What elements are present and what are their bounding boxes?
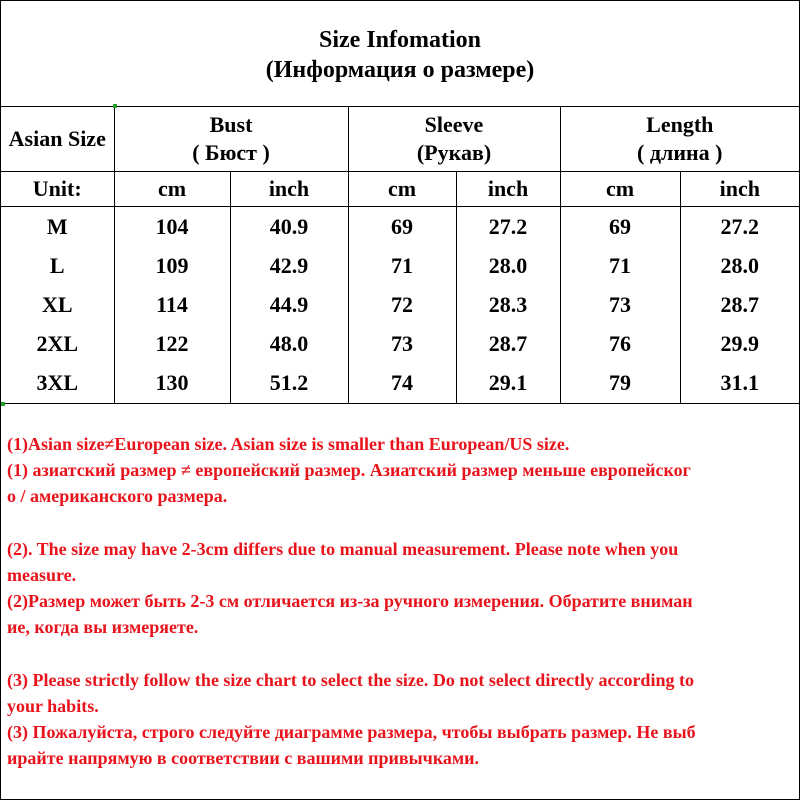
- unit-length-inch: inch: [680, 172, 799, 207]
- note-spacer: [7, 509, 797, 536]
- cell-size: 2XL: [1, 324, 114, 363]
- unit-bust-cm: cm: [114, 172, 230, 207]
- note-1-russian: (1) азиатский размер ≠ европейский размер. Азиатский размер меньше европейског: [7, 460, 691, 480]
- cell-size: M: [1, 207, 114, 247]
- table-row: [1, 363, 799, 404]
- unit-sleeve-inch: inch: [456, 172, 560, 207]
- header-asian-size: Asian Size: [1, 107, 114, 172]
- note-3-russian: (3) Пожалуйста, строго следуйте диаграмме размера, чтобы выбрать размер. Не выб: [7, 722, 696, 742]
- cell-length-inch: 28.7: [680, 285, 799, 324]
- header-sleeve: [348, 107, 560, 172]
- cell-length-cm: 69: [560, 207, 680, 247]
- notes-block: [7, 431, 797, 771]
- header-length: [560, 107, 799, 172]
- cell-length-inch: 31.1: [680, 363, 799, 404]
- cell-sleeve-cm: 71: [348, 246, 456, 285]
- header-bust: [114, 107, 348, 172]
- cell-sleeve-inch: 27.2: [456, 207, 560, 247]
- header-bust-label: Bust: [209, 112, 253, 137]
- header-bust-russian: ( Бюст ): [192, 140, 270, 165]
- table-row: [1, 246, 799, 285]
- header-length-label: Length: [646, 112, 714, 137]
- cell-sleeve-cm: 69: [348, 207, 456, 247]
- table-row: [1, 207, 799, 247]
- header-sleeve-russian: (Рукав): [416, 140, 492, 165]
- corner-marker: [1, 402, 5, 406]
- cell-length-inch: 28.0: [680, 246, 799, 285]
- cell-bust-inch: 40.9: [230, 207, 348, 247]
- cell-bust-inch: 44.9: [230, 285, 348, 324]
- cell-sleeve-inch: 28.7: [456, 324, 560, 363]
- cell-bust-cm: 104: [114, 207, 230, 247]
- cell-bust-cm: 122: [114, 324, 230, 363]
- cell-bust-cm: 130: [114, 363, 230, 404]
- cell-bust-inch: 51.2: [230, 363, 348, 404]
- table-row: [1, 324, 799, 363]
- corner-marker: [113, 104, 117, 108]
- unit-sleeve-cm: cm: [348, 172, 456, 207]
- note-1-russian-cont: о / американского размера.: [7, 486, 228, 506]
- unit-bust-inch: inch: [230, 172, 348, 207]
- cell-length-cm: 76: [560, 324, 680, 363]
- cell-bust-cm: 109: [114, 246, 230, 285]
- header-sleeve-label: Sleeve: [424, 112, 484, 137]
- note-2-russian: (2)Размер может быть 2-3 см отличается из-за ручного измерения. Обратите вниман: [7, 591, 693, 611]
- cell-sleeve-cm: 72: [348, 285, 456, 324]
- cell-size: XL: [1, 285, 114, 324]
- cell-size: L: [1, 246, 114, 285]
- cell-length-cm: 79: [560, 363, 680, 404]
- note-1-english: (1)Asian size≠European size. Asian size is smaller than European/US size.: [7, 434, 570, 454]
- cell-sleeve-inch: 28.0: [456, 246, 560, 285]
- note-3-russian-cont: ирайте напрямую в соответствии с вашими привычками.: [7, 748, 480, 768]
- note-spacer: [7, 640, 797, 667]
- page-title-russian: (Информация о размере): [265, 57, 535, 83]
- cell-size: 3XL: [1, 363, 114, 404]
- table-unit-row: [1, 172, 799, 207]
- cell-sleeve-cm: 74: [348, 363, 456, 404]
- note-3-english: (3) Please strictly follow the size chart to select the size. Do not select directly according to: [7, 670, 694, 690]
- cell-length-cm: 71: [560, 246, 680, 285]
- cell-bust-cm: 114: [114, 285, 230, 324]
- note-2-english-cont: measure.: [7, 565, 77, 585]
- note-2-english: (2). The size may have 2-3cm differs due to manual measurement. Please note when you: [7, 539, 679, 559]
- note-2-russian-cont: ие, когда вы измеряете.: [7, 617, 199, 637]
- table-row: [1, 285, 799, 324]
- cell-length-cm: 73: [560, 285, 680, 324]
- header-length-russian: ( длина ): [637, 140, 723, 165]
- title-block: [1, 1, 799, 107]
- cell-bust-inch: 42.9: [230, 246, 348, 285]
- table-header-row: [1, 107, 799, 172]
- cell-length-inch: 29.9: [680, 324, 799, 363]
- note-3-english-cont: your habits.: [7, 696, 99, 716]
- size-table: [1, 106, 799, 404]
- cell-sleeve-cm: 73: [348, 324, 456, 363]
- cell-sleeve-inch: 29.1: [456, 363, 560, 404]
- cell-length-inch: 27.2: [680, 207, 799, 247]
- page-title: Size Infomation: [319, 27, 481, 53]
- unit-length-cm: cm: [560, 172, 680, 207]
- cell-sleeve-inch: 28.3: [456, 285, 560, 324]
- cell-bust-inch: 48.0: [230, 324, 348, 363]
- unit-label: Unit:: [1, 172, 114, 207]
